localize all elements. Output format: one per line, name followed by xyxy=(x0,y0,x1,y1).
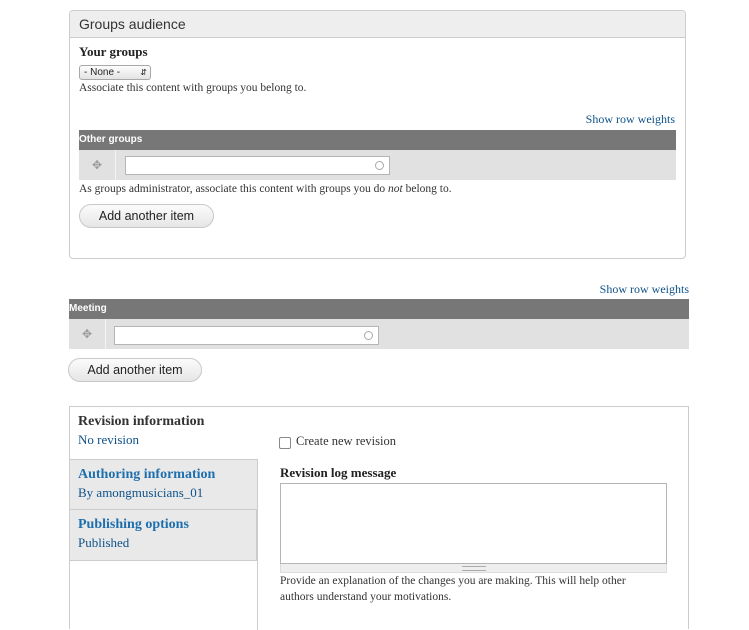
your-groups-label: Your groups xyxy=(79,44,148,59)
select-arrows-icon: ⇵ xyxy=(140,68,147,77)
tab-title: Publishing options xyxy=(78,517,189,532)
other-groups-table xyxy=(79,130,676,180)
revision-log-label: Revision log message xyxy=(280,465,397,480)
autocomplete-throbber-icon xyxy=(364,331,373,340)
table-row xyxy=(79,150,676,180)
tab-summary: Published xyxy=(78,535,130,550)
other-groups-header: Other groups xyxy=(79,130,676,150)
create-new-revision-checkbox[interactable] xyxy=(279,437,291,449)
meeting-header: Meeting xyxy=(69,299,689,319)
tab-publishing-options[interactable] xyxy=(70,510,257,561)
tab-summary: No revision xyxy=(78,432,140,447)
tab-authoring-information[interactable] xyxy=(70,459,257,510)
drag-handle-icon[interactable]: ✥ xyxy=(69,319,106,349)
your-groups-description: Associate this content with groups you belong to. xyxy=(79,82,307,94)
meeting-table xyxy=(69,299,689,349)
tab-title: Revision information xyxy=(78,414,205,429)
vertical-tabs-menu xyxy=(70,407,257,561)
revision-log-description: Provide an explanation of the changes you are making. This will help other authors understand your motivations. xyxy=(280,575,626,603)
vertical-tabs-divider xyxy=(257,459,258,630)
meeting-add-another-item-button[interactable]: Add another item xyxy=(68,358,202,382)
other-groups-description xyxy=(79,183,452,195)
drag-handle-icon[interactable]: ✥ xyxy=(79,150,116,180)
other-groups-description-text: As groups administrator, associate this content with groups you do xyxy=(79,183,389,195)
groups-audience-fieldset xyxy=(69,10,686,259)
your-groups-select[interactable] xyxy=(79,65,151,80)
revision-log-textarea[interactable] xyxy=(280,483,667,564)
groups-audience-legend: Groups audience xyxy=(70,11,685,38)
add-another-item-button[interactable]: Add another item xyxy=(79,204,214,228)
table-row xyxy=(69,319,689,349)
autocomplete-throbber-icon xyxy=(375,161,384,170)
create-new-revision-label: Create new revision xyxy=(296,434,396,448)
vertical-tabs xyxy=(69,406,689,629)
your-groups-select-value: - None - xyxy=(84,67,121,78)
textarea-resize-handle[interactable] xyxy=(280,564,667,573)
meeting-show-row-weights-link[interactable]: Show row weights xyxy=(599,282,689,296)
other-groups-description-tail: belong to. xyxy=(402,183,452,195)
meeting-autocomplete-input[interactable] xyxy=(114,326,379,345)
other-groups-description-emphasis: not xyxy=(388,183,403,195)
other-groups-autocomplete-input[interactable] xyxy=(125,156,390,175)
tab-revision-information[interactable] xyxy=(70,407,257,459)
show-row-weights-link[interactable]: Show row weights xyxy=(585,112,675,126)
tab-title: Authoring information xyxy=(78,467,216,482)
tab-summary: By amongmusicians_01 xyxy=(78,485,204,500)
